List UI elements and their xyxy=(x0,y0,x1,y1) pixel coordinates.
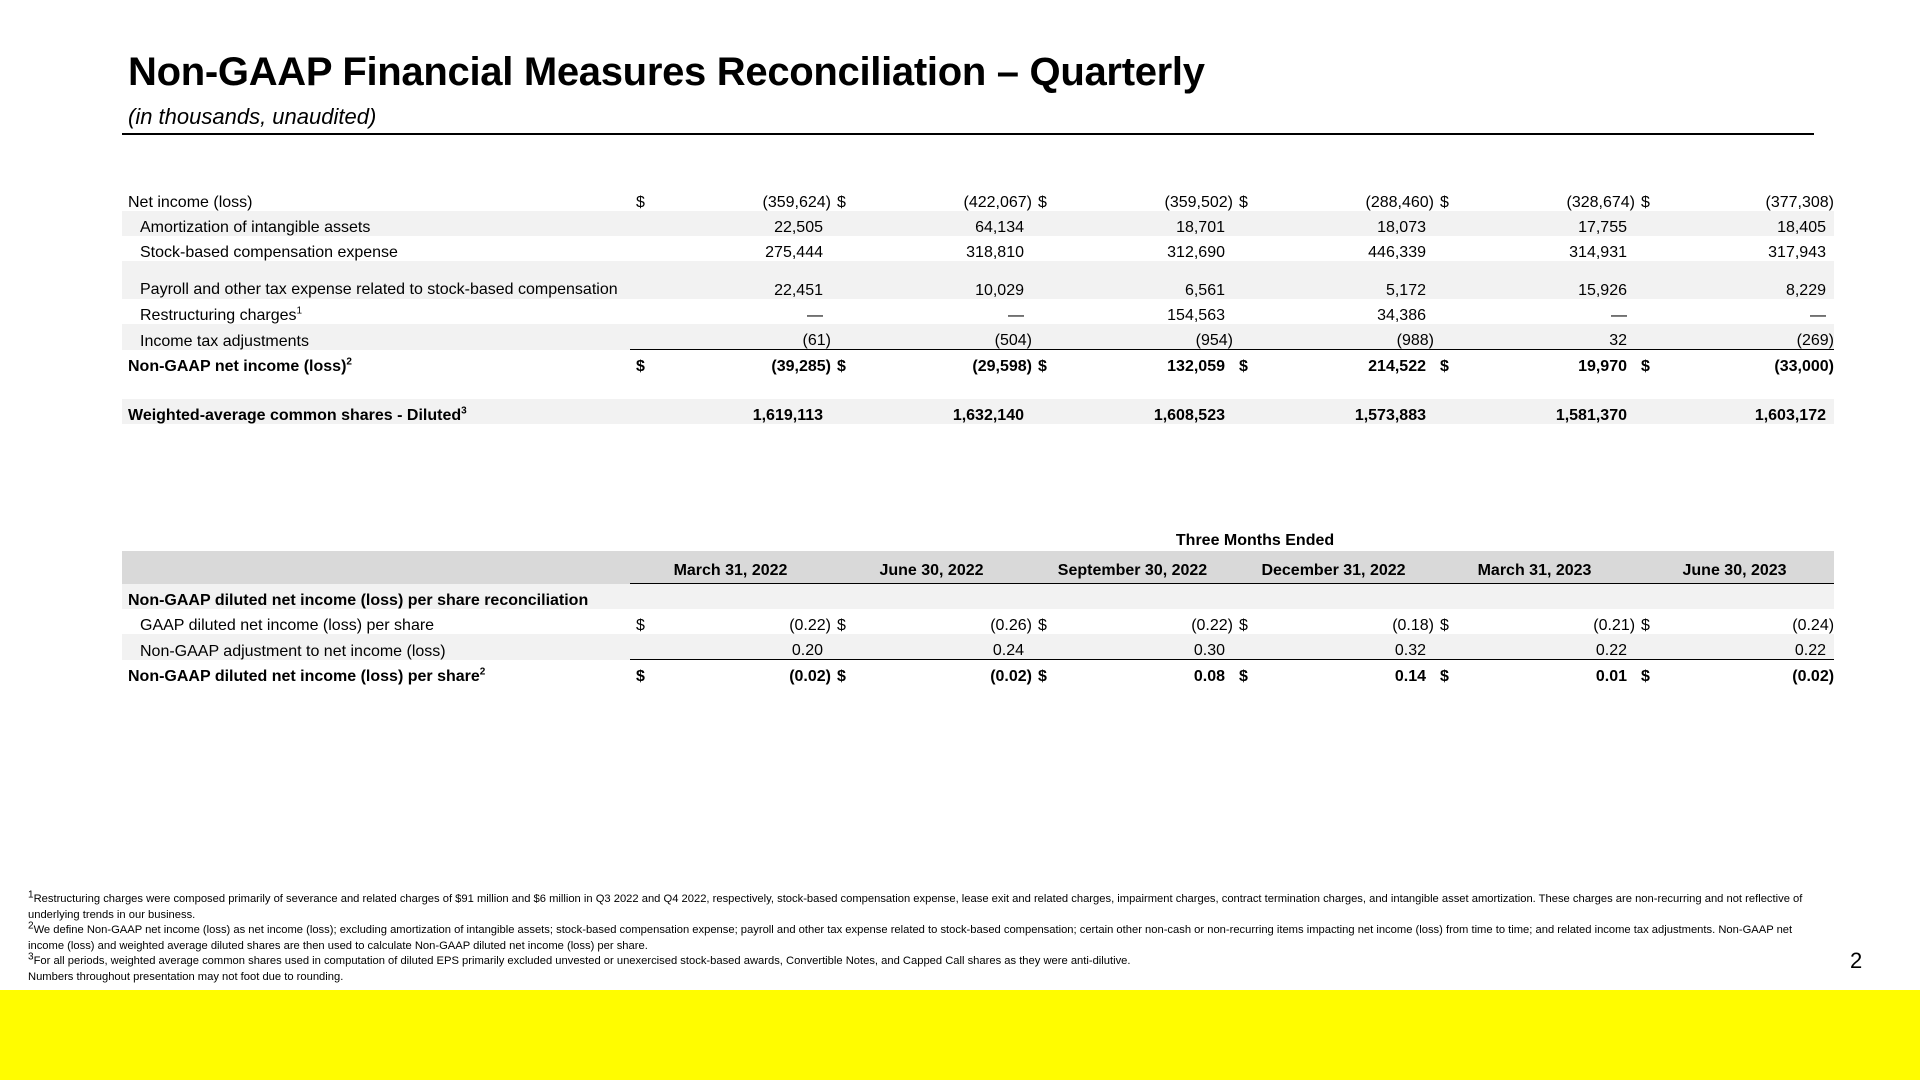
value-cell: 22,505 xyxy=(652,211,831,236)
currency-symbol xyxy=(630,299,652,324)
column-header: March 31, 2022 xyxy=(630,551,831,584)
column-header-row xyxy=(122,551,1834,584)
value-cell: (0.22) xyxy=(1191,617,1233,634)
footnote-1: $^1$Restructuring charges were composed primarily of severance and related charges of $91 million and $6 million in Q3 2022 and Q4 2022, respectively, stock-based compensation expense, lease exit and related charges, impairment charges, contract termination charges, and intangible asset amortization. These charges are non-recurring and not reflective of underlying trends in our business. xyxy=(28,889,1803,921)
currency-symbol xyxy=(1434,634,1456,660)
footnote-rounding: Numbers throughout presentation may not foot due to rounding. xyxy=(28,970,344,983)
currency-symbol xyxy=(630,399,652,424)
value-cell: 19,970 xyxy=(1578,358,1627,375)
currency-symbol: $ xyxy=(1641,358,1650,375)
column-header: June 30, 2023 xyxy=(1635,551,1834,584)
currency-symbol: $ xyxy=(837,668,846,685)
section-label-row xyxy=(122,584,1834,610)
per-share-reconciliation-table xyxy=(122,527,1834,685)
currency-symbol xyxy=(831,261,853,299)
value-cell: 0.24 xyxy=(853,634,1032,660)
value-cell: 18,701 xyxy=(1054,211,1233,236)
value-cell: 314,931 xyxy=(1569,244,1627,261)
row-label: Non-GAAP net income (loss)$^2$ xyxy=(128,356,352,375)
table-row xyxy=(122,324,1834,350)
value-cell: 18,405 xyxy=(1657,211,1834,236)
value-cell: (0.02) xyxy=(990,668,1032,685)
column-header: March 31, 2023 xyxy=(1434,551,1635,584)
currency-symbol xyxy=(1233,634,1255,660)
column-header: September 30, 2022 xyxy=(1032,551,1233,584)
currency-symbol xyxy=(1032,299,1054,324)
value-cell: 8,229 xyxy=(1657,261,1834,299)
spacer-row xyxy=(122,375,1834,399)
table-row xyxy=(122,186,1834,211)
table-row xyxy=(122,236,1834,261)
column-header: June 30, 2022 xyxy=(831,551,1032,584)
total-row xyxy=(122,350,1834,376)
row-label: Weighted-average common shares - Diluted$^3$ xyxy=(122,399,630,424)
value-cell: (954) xyxy=(1054,324,1233,350)
currency-symbol: $ xyxy=(1440,358,1449,375)
value-cell: (269) xyxy=(1657,324,1834,350)
value-cell: (0.21) xyxy=(1593,617,1636,634)
footnotes xyxy=(28,889,1828,985)
currency-symbol xyxy=(1635,236,1657,261)
value-cell: 1,603,172 xyxy=(1657,399,1834,424)
table-row xyxy=(122,609,1834,634)
currency-symbol xyxy=(1635,261,1657,299)
row-label: Payroll and other tax expense related to stock-based compensation xyxy=(122,261,630,299)
currency-symbol: $ xyxy=(1038,194,1047,211)
row-label: Stock-based compensation expense xyxy=(140,244,398,261)
table-row xyxy=(122,261,1834,299)
row-label: Income tax adjustments xyxy=(122,324,630,350)
row-label: Amortization of intangible assets xyxy=(122,211,630,236)
currency-symbol xyxy=(1032,399,1054,424)
currency-symbol xyxy=(1434,236,1456,261)
value-cell: 17,755 xyxy=(1456,211,1635,236)
value-cell: (988) xyxy=(1255,324,1434,350)
table-row xyxy=(122,634,1834,660)
footnote-3: $^3$For all periods, weighted average common shares used in computation of diluted EPS primarily excluded unvested or unexercised stock-based awards, Convertible Notes, and Capped Call shares as they were anti-dilutive. xyxy=(28,951,1131,967)
value-cell: (504) xyxy=(853,324,1032,350)
value-cell: 6,561 xyxy=(1054,261,1233,299)
value-cell: (0.18) xyxy=(1392,617,1434,634)
currency-symbol xyxy=(630,324,652,350)
value-cell: — xyxy=(1810,307,1826,324)
total-row xyxy=(122,660,1834,686)
value-cell: 154,563 xyxy=(1167,307,1225,324)
currency-symbol xyxy=(630,211,652,236)
currency-symbol: $ xyxy=(1440,194,1449,211)
currency-symbol xyxy=(1635,399,1657,424)
currency-symbol: $ xyxy=(837,617,846,634)
page-subtitle: (in thousands, unaudited) xyxy=(128,104,377,129)
currency-symbol: $ xyxy=(1440,617,1449,634)
section-label: Non-GAAP diluted net income (loss) per share reconciliation xyxy=(122,584,630,610)
value-cell: 5,172 xyxy=(1255,261,1434,299)
row-label: Restructuring charges$^1$ xyxy=(140,305,303,324)
currency-symbol xyxy=(1032,261,1054,299)
currency-symbol: $ xyxy=(1038,617,1047,634)
value-cell: (33,000) xyxy=(1774,358,1834,375)
currency-symbol xyxy=(831,236,853,261)
value-cell: 0.30 xyxy=(1054,634,1233,660)
currency-symbol: $ xyxy=(636,668,645,685)
currency-symbol xyxy=(1434,324,1456,350)
value-cell: — xyxy=(807,307,823,324)
value-cell: 34,386 xyxy=(1377,307,1426,324)
value-cell: (39,285) xyxy=(771,358,831,375)
currency-symbol: $ xyxy=(1239,358,1248,375)
currency-symbol xyxy=(630,261,652,299)
row-label: Net income (loss) xyxy=(128,194,253,211)
currency-symbol: $ xyxy=(1641,617,1650,634)
footnote-2: $^2$We define Non-GAAP net income (loss) as net income (loss); excluding amortization of intangible assets; stock-based compensation expense; payroll and other tax expense related to stock-based compensation; certain other non-cash or non-recurring items impacting net income (loss) from time to time; and related income tax adjustments. Non-GAAP net income (loss) and weighted average diluted shares are then used to calculate Non-GAAP diluted net income (loss) per share. xyxy=(28,920,1793,952)
shares-row xyxy=(122,399,1834,424)
currency-symbol xyxy=(1434,211,1456,236)
page-number: 2 xyxy=(1850,948,1863,973)
currency-symbol xyxy=(1434,299,1456,324)
currency-symbol xyxy=(1233,236,1255,261)
value-cell: (328,674) xyxy=(1566,194,1635,211)
value-cell: 275,444 xyxy=(765,244,823,261)
currency-symbol xyxy=(630,236,652,261)
currency-symbol xyxy=(831,324,853,350)
currency-symbol xyxy=(1032,211,1054,236)
currency-symbol xyxy=(1635,634,1657,660)
value-cell: 0.20 xyxy=(652,634,831,660)
value-cell: (29,598) xyxy=(972,358,1032,375)
currency-symbol xyxy=(831,634,853,660)
value-cell: (0.02) xyxy=(789,668,831,685)
value-cell: 0.14 xyxy=(1394,668,1426,685)
value-cell: 32 xyxy=(1456,324,1635,350)
currency-symbol xyxy=(1233,211,1255,236)
value-cell: 1,632,140 xyxy=(853,399,1032,424)
currency-symbol xyxy=(1635,324,1657,350)
currency-symbol xyxy=(1233,299,1255,324)
value-cell: (359,502) xyxy=(1164,194,1233,211)
currency-symbol: $ xyxy=(1440,668,1449,685)
value-cell: (0.22) xyxy=(789,617,831,634)
value-cell: 0.08 xyxy=(1193,668,1225,685)
value-cell: (61) xyxy=(652,324,831,350)
value-cell: (0.26) xyxy=(990,617,1032,634)
value-cell: 1,573,883 xyxy=(1255,399,1434,424)
currency-symbol: $ xyxy=(1641,668,1650,685)
net-income-reconciliation-table xyxy=(122,186,1834,424)
group-header: Three Months Ended xyxy=(1175,532,1335,549)
value-cell: 214,522 xyxy=(1368,358,1426,375)
value-cell: 317,943 xyxy=(1768,244,1826,261)
currency-symbol xyxy=(1233,324,1255,350)
currency-symbol xyxy=(1233,399,1255,424)
currency-symbol xyxy=(1635,211,1657,236)
table-row xyxy=(122,211,1834,236)
value-cell: 0.01 xyxy=(1595,668,1628,685)
row-label: Non-GAAP adjustment to net income (loss) xyxy=(122,634,630,660)
value-cell: 15,926 xyxy=(1456,261,1635,299)
value-cell: (0.02) xyxy=(1792,668,1835,685)
currency-symbol xyxy=(1434,399,1456,424)
value-cell: 0.32 xyxy=(1255,634,1434,660)
value-cell: 1,581,370 xyxy=(1456,399,1635,424)
value-cell: 1,608,523 xyxy=(1054,399,1233,424)
currency-symbol: $ xyxy=(1239,617,1248,634)
column-header: December 31, 2022 xyxy=(1233,551,1434,584)
currency-symbol: $ xyxy=(636,358,645,375)
value-cell: 22,451 xyxy=(652,261,831,299)
value-cell: (288,460) xyxy=(1365,194,1434,211)
value-cell: 1,619,113 xyxy=(652,399,831,424)
value-cell: 18,073 xyxy=(1255,211,1434,236)
value-cell: 312,690 xyxy=(1167,244,1225,261)
currency-symbol xyxy=(1233,261,1255,299)
table-group-header-row xyxy=(122,527,1834,551)
currency-symbol: $ xyxy=(636,194,645,211)
value-cell: (0.24) xyxy=(1792,617,1835,634)
currency-symbol: $ xyxy=(837,194,846,211)
value-cell: (377,308) xyxy=(1765,194,1834,211)
currency-symbol: $ xyxy=(1038,358,1047,375)
currency-symbol: $ xyxy=(636,617,645,634)
title-divider xyxy=(122,133,1814,135)
currency-symbol: $ xyxy=(837,358,846,375)
page-title: Non-GAAP Financial Measures Reconciliation – Quarterly xyxy=(128,50,1205,94)
table-row xyxy=(122,299,1834,324)
currency-symbol xyxy=(831,211,853,236)
value-cell: 64,134 xyxy=(853,211,1032,236)
currency-symbol xyxy=(831,399,853,424)
value-cell: — xyxy=(1008,307,1024,324)
currency-symbol: $ xyxy=(1239,194,1248,211)
row-label: GAAP diluted net income (loss) per share xyxy=(140,617,435,634)
value-cell: 132,059 xyxy=(1167,358,1225,375)
value-cell: 446,339 xyxy=(1368,244,1426,261)
value-cell: 318,810 xyxy=(966,244,1024,261)
value-cell: (359,624) xyxy=(762,194,831,211)
brand-footer-bar xyxy=(0,990,1920,1080)
currency-symbol xyxy=(1032,324,1054,350)
value-cell: 10,029 xyxy=(853,261,1032,299)
currency-symbol xyxy=(1032,634,1054,660)
value-cell: — xyxy=(1611,307,1627,324)
currency-symbol xyxy=(1434,261,1456,299)
currency-symbol xyxy=(1635,299,1657,324)
value-cell: (422,067) xyxy=(963,194,1032,211)
currency-symbol xyxy=(831,299,853,324)
value-cell: 0.22 xyxy=(1456,634,1635,660)
currency-symbol xyxy=(1032,236,1054,261)
row-label: Non-GAAP diluted net income (loss) per share$^2$ xyxy=(128,666,486,685)
currency-symbol: $ xyxy=(1239,668,1248,685)
currency-symbol: $ xyxy=(1641,194,1650,211)
currency-symbol: $ xyxy=(1038,668,1047,685)
currency-symbol xyxy=(630,634,652,660)
value-cell: 0.22 xyxy=(1657,634,1834,660)
